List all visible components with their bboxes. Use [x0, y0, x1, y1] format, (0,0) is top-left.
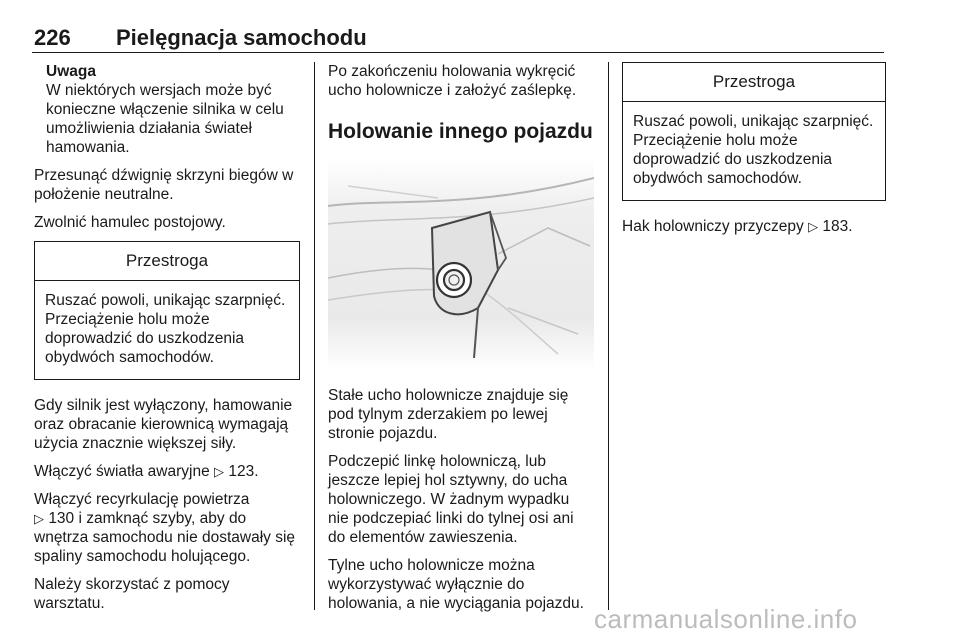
- reference-arrow-icon: ▷: [34, 511, 44, 526]
- column-1: [34, 62, 300, 622]
- column-3: [622, 62, 886, 245]
- towing-eye-drawing: [328, 158, 594, 370]
- note-block: [46, 62, 300, 157]
- paragraph-gear-neutral: Przesunąć dźwignię skrzyni biegów w położenie neutralne.: [34, 167, 294, 203]
- paragraph-engine-off: Gdy silnik jest wyłączony, hamowanie oraz obracanie kierownicą wymagają użycia znacznie większej siły.: [34, 397, 293, 452]
- caution-text: Ruszać powoli, unikając szarpnięć. Przeciążenie holu może doprowadzić do uszkodzenia obydwóch samochodów.: [45, 292, 286, 366]
- paragraph-workshop: Należy skorzystać z pomocy warsztatu.: [34, 576, 230, 612]
- caution-box: [34, 241, 300, 380]
- towing-eye-illustration: [328, 158, 594, 370]
- page-title: Pielęgnacja samochodu: [116, 25, 367, 50]
- column-divider: [608, 62, 609, 610]
- page-reference-link[interactable]: 183.: [822, 218, 853, 235]
- page-number: 226: [34, 25, 71, 50]
- paragraph-parking-brake: Zwolnić hamulec postojowy.: [34, 214, 226, 231]
- caution-text: Ruszać powoli, unikając szarpnięć. Przeciążenie holu może doprowadzić do uszkodzenia obydwóch samochodów.: [633, 113, 874, 187]
- caution-title: Przestroga: [35, 242, 299, 281]
- paragraph-towing-only: Tylne ucho holownicze można wykorzystywać wyłącznie do holowania, a nie wyciągania pojazdu.: [328, 557, 584, 612]
- page-header: [32, 18, 884, 53]
- caution-box: [622, 62, 886, 201]
- section-title: Holowanie innego pojazdu: [328, 120, 593, 143]
- paragraph-text: Hak holowniczy przyczepy: [622, 218, 804, 235]
- note-title: Uwaga: [46, 63, 96, 80]
- paragraph-trailer-hitch: [622, 217, 886, 236]
- note-text: W niektórych wersjach może być konieczne włączenie silnika w celu umożliwienia działania świateł hamowania.: [46, 82, 284, 156]
- paragraph-towing-eye-location: Stałe ucho holownicze znajduje się pod tylnym zderzakiem po lewej stronie pojazdu.: [328, 387, 569, 442]
- paragraph-after-towing: Po zakończeniu holowania wykręcić ucho holownicze i założyć zaślepkę.: [328, 63, 577, 99]
- page-reference-link[interactable]: 130 i zamknąć szyby, aby do wnętrza samochodu nie dostawały się spaliny samochodu holującego.: [34, 510, 296, 565]
- paragraph-hazard-lights: [34, 462, 300, 481]
- watermark: carmanualsonline.info: [594, 604, 858, 634]
- reference-arrow-icon: ▷: [214, 464, 225, 479]
- paragraph-tow-rope: Podczepić linkę holowniczą, lub jeszcze lepiej hol sztywny, do ucha holowniczego. W żadnym wypadku nie podczepiać linki do tylnej osi ani do elementów zawieszenia.: [328, 453, 574, 546]
- paragraph-text: Włączyć recyrkulację powietrza: [34, 491, 250, 508]
- paragraph-recirculation: [34, 490, 300, 566]
- column-2: [328, 62, 594, 622]
- caution-title: Przestroga: [623, 63, 885, 102]
- column-divider: [314, 62, 315, 610]
- paragraph-text: Włączyć światła awaryjne: [34, 463, 210, 480]
- page-reference-link[interactable]: 123.: [228, 463, 259, 480]
- reference-arrow-icon: ▷: [808, 219, 819, 234]
